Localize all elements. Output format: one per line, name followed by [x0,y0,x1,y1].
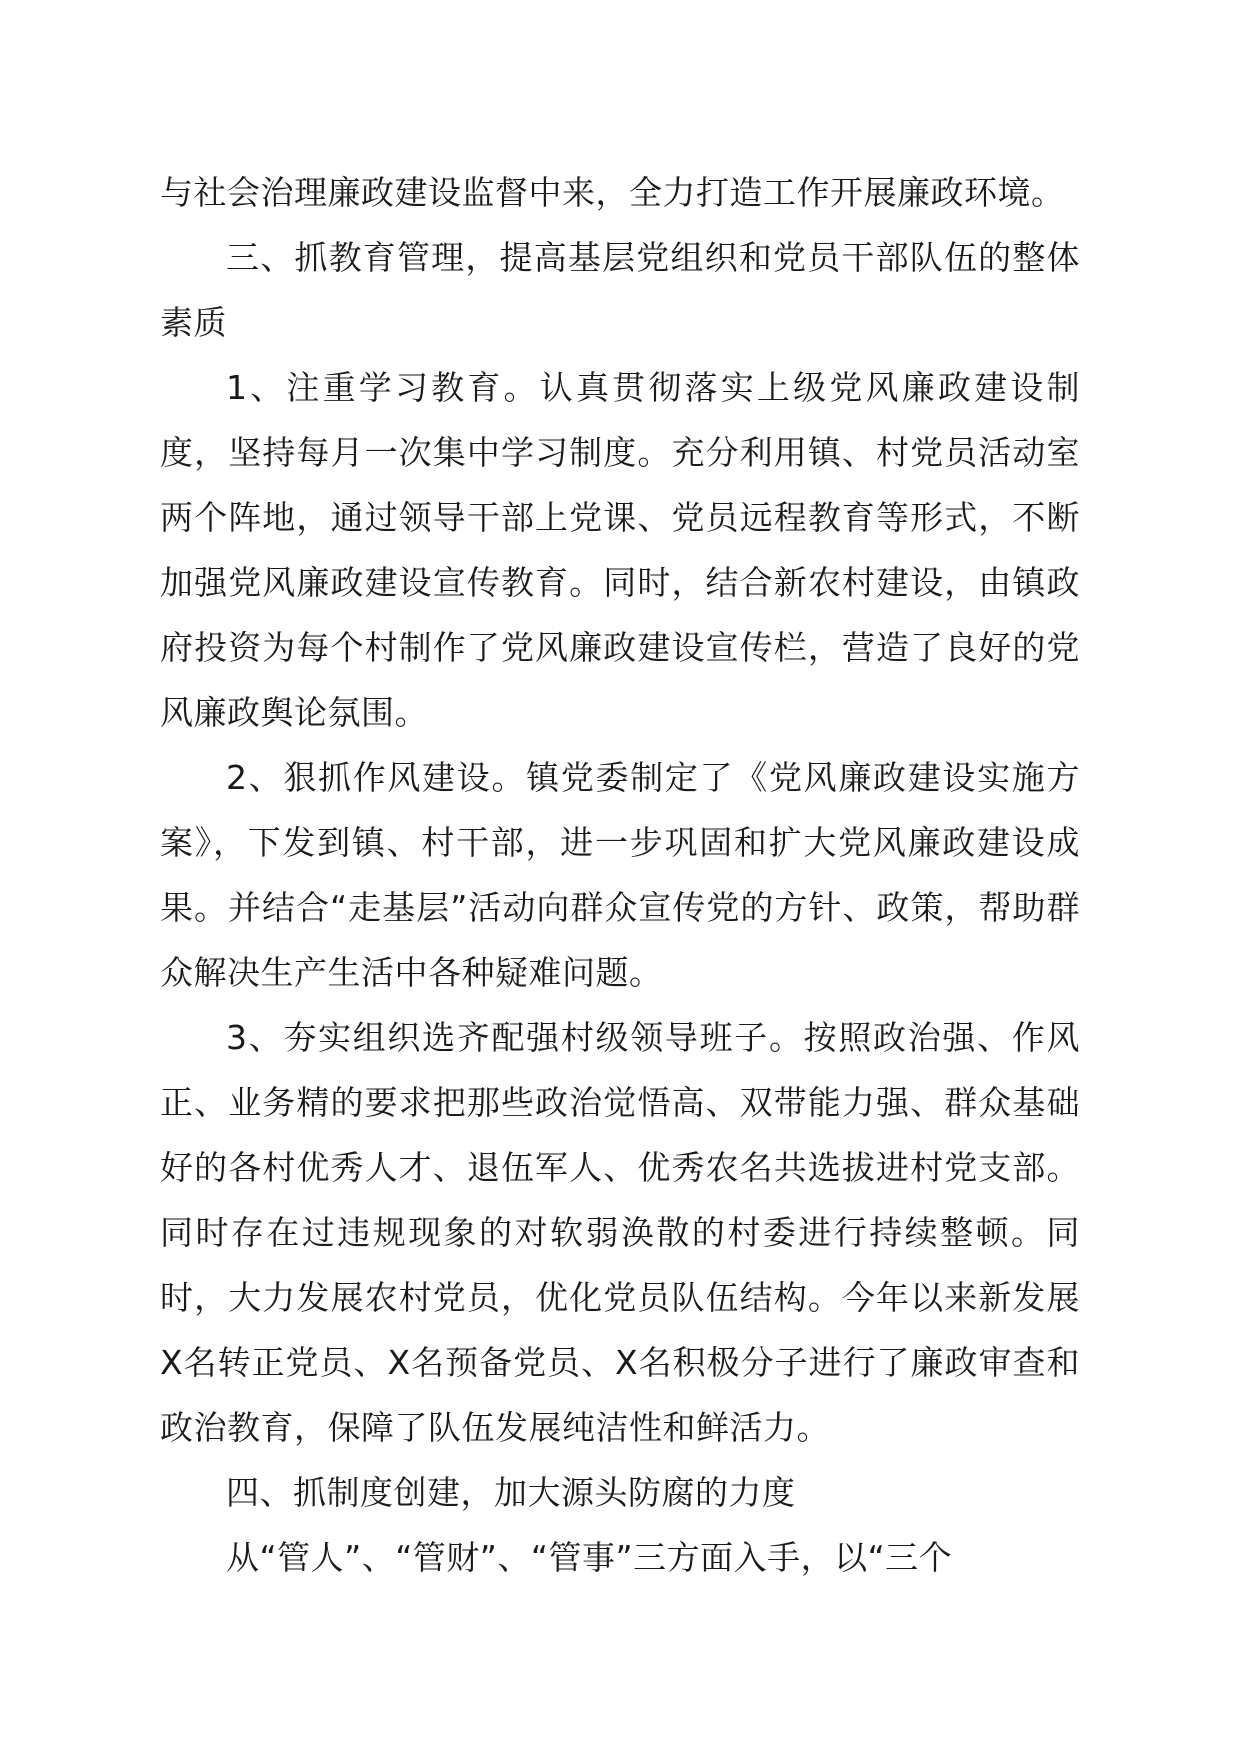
paragraph-three-management: 从“管人”、“管财”、“管事”三方面入手，以“三个 [226,1538,953,1577]
section-heading-four: 四、抓制度创建，加大源头防腐的力度 [226,1473,796,1512]
paragraph-study-education: 1、注重学习教育。认真贯彻落实上级党风廉政建设制度，坚持每月一次集中学习制度。充分利用镇、村党员活动室两个阵地，通过领导干部上党课、党员远程教育等形式，不断加强党风廉政建设宣传教育。同时，结合新农村建设，由镇政府投资为每个村制作了党风廉政建设宣传栏，营造了良好的党风廉政舆论氛围。 [160,368,1080,732]
document-body [160,160,1080,1590]
paragraph-continuation: 与社会治理廉政建设监督中来，全力打造工作开展廉政环境。 [160,173,1065,212]
section-heading-three: 三、抓教育管理，提高基层党组织和党员干部队伍的整体素质 [160,238,1080,342]
paragraph-work-style: 2、狠抓作风建设。镇党委制定了《党风廉政建设实施方案》，下发到镇、村干部，进一步巩固和扩大党风廉政建设成果。并结合“走基层”活动向群众宣传党的方针、政策，帮助群众解决生产生活中各种疑难问题。 [160,758,1080,992]
paragraph-leadership-team: 3、夯实组织选齐配强村级领导班子。按照政治强、作风正、业务精的要求把那些政治觉悟高、双带能力强、群众基础好的各村优秀人才、退伍军人、优秀农名共选拔进村党支部。同时存在过违规现象的对软弱涣散的村委进行持续整顿。同时，大力发展农村党员，优化党员队伍结构。今年以来新发展X名转正党员、X名预备党员、X名积极分子进行了廉政审查和政治教育，保障了队伍发展纯洁性和鲜活力。 [160,1018,1080,1447]
